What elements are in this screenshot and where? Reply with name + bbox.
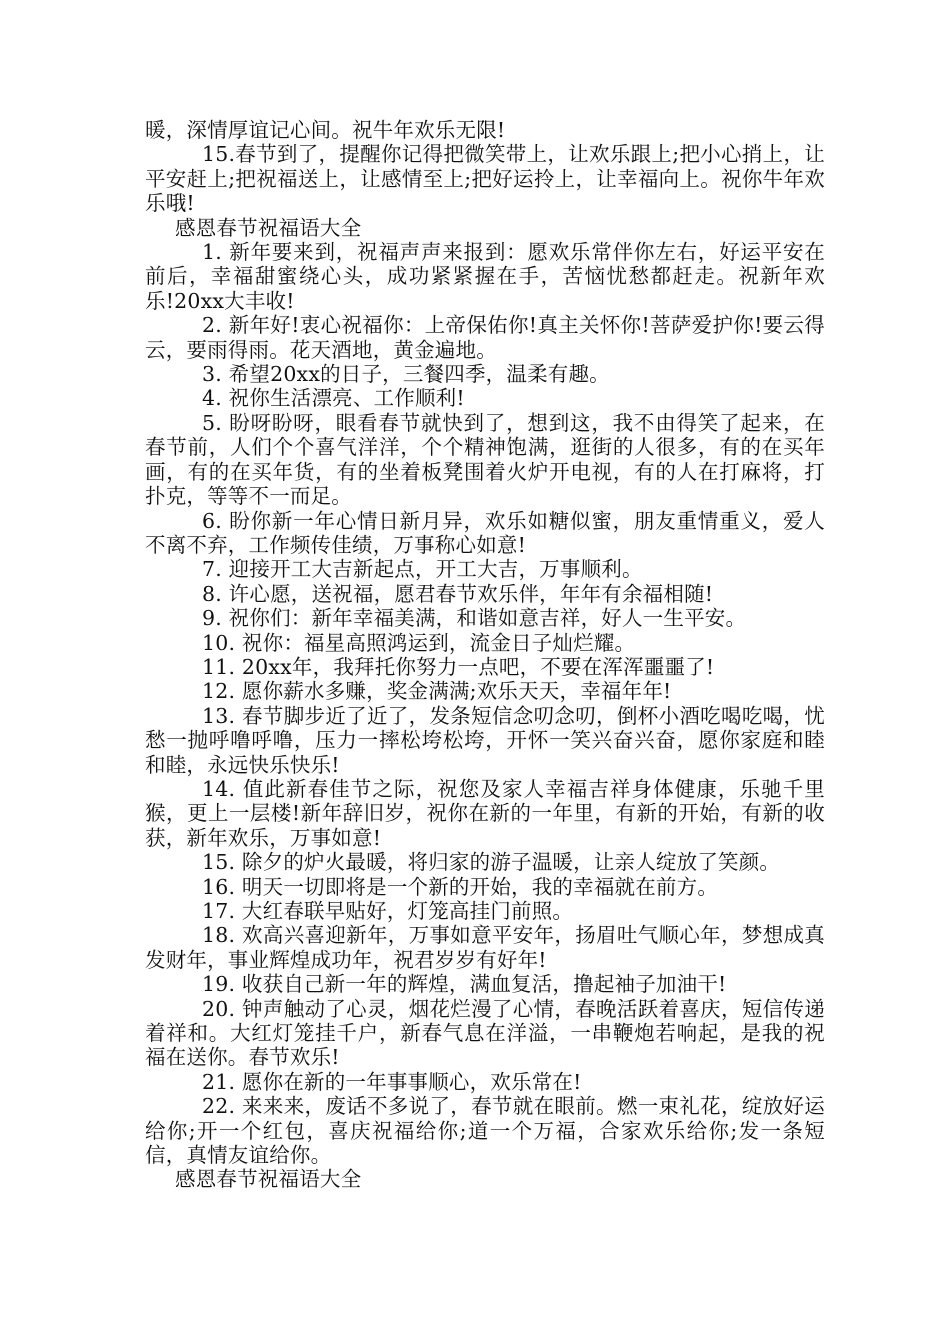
- section-heading: 感恩春节祝福语大全: [175, 1167, 362, 1192]
- list-item: 3. 希望20xx的日子，三餐四季，温柔有趣。: [202, 362, 610, 387]
- list-item: 2. 新年好!衷心祝福你：上帝保佑你!真主关怀你!菩萨爱护你!要云得云，要雨得雨。花天酒地，黄金遍地。: [145, 313, 825, 362]
- list-item: 6. 盼你新一年心情日新月异，欢乐如糖似蜜，朋友重情重义，爱人不离不弃，工作频传佳绩，万事称心如意!: [145, 508, 825, 557]
- list-item: 7. 迎接开工大吉新起点，开工大吉，万事顺利。: [202, 557, 643, 582]
- list-item: 18. 欢高兴喜迎新年，万事如意平安年，扬眉吐气顺心年，梦想成真发财年，事业辉煌成功年，祝君岁岁有好年!: [145, 923, 825, 972]
- section-heading: 感恩春节祝福语大全: [175, 215, 362, 240]
- list-item: 5. 盼呀盼呀，眼看春节就快到了，想到这，我不由得笑了起来，在春节前，人们个个喜气洋洋，个个精神饱满，逛街的人很多，有的在买年画，有的在买年货，有的坐着板凳围着火炉开电视，有的人在打麻将，打扑克，等等不一而足。: [145, 410, 825, 509]
- list-item: 17. 大红春联早贴好，灯笼高挂门前照。: [202, 899, 574, 923]
- list-item: 10. 祝你：福星高照鸿运到，流金日子灿烂耀。: [202, 630, 636, 655]
- list-item: 1. 新年要来到，祝福声声来报到：愿欢乐常伴你左右，好运平安在前后，幸福甜蜜绕心头，成功紧紧握在手，苦恼忧愁都赶走。祝新年欢乐!20xx大丰收!: [145, 240, 825, 313]
- list-item: 15.春节到了，提醒你记得把微笑带上，让欢乐跟上;把小心捎上，让平安赶上;把祝福送上，让感情至上;把好运拎上，让幸福向上。祝你牛年欢乐哦!: [145, 142, 825, 216]
- list-item: 9. 祝你们：新年幸福美满，和谐如意吉祥，好人一生平安。: [202, 606, 747, 631]
- list-item: 11. 20xx年，我拜托你努力一点吧，不要在浑浑噩噩了!: [202, 654, 715, 679]
- list-item: 20. 钟声触动了心灵，烟花烂漫了心情，春晚活跃着喜庆，短信传递着祥和。大红灯笼挂千户，新春气息在洋溢，一串鞭炮若响起，是我的祝福在送你。春节欢乐!: [145, 996, 825, 1070]
- list-item: 4. 祝你生活漂亮、工作顺利!: [202, 386, 465, 411]
- list-item: 14. 值此新春佳节之际，祝您及家人幸福吉祥身体健康，乐驰千里猴，更上一层楼!新年辞旧岁，祝你在新的一年里，有新的开始，有新的收获，新年欢乐，万事如意!: [145, 776, 825, 850]
- paragraph-continuation: 暖，深情厚谊记心间。祝牛年欢乐无限!: [145, 118, 506, 142]
- list-item: 16. 明天一切即将是一个新的开始，我的幸福就在前方。: [202, 874, 719, 899]
- list-item: 8. 许心愿，送祝福，愿君春节欢乐伴，年年有余福相随!: [202, 581, 714, 606]
- document-body: [145, 118, 825, 1192]
- list-item: 21. 愿你在新的一年事事顺心，欢乐常在!: [202, 1069, 582, 1094]
- list-item: 12. 愿你薪水多赚，奖金满满;欢乐天天，幸福年年!: [202, 679, 672, 704]
- list-item: 22. 来来来，废话不多说了，春节就在眼前。燃一束礼花，绽放好运给你;开一个红包，喜庆祝福给你;道一个万福，合家欢乐给你;发一条短信，真情友谊给你。: [145, 1094, 825, 1168]
- list-item: 13. 春节脚步近了近了，发条短信念叨念叨，倒杯小酒吃喝吃喝，忧愁一抛呼噜呼噜，压力一摔松垮松垮，开怀一笑兴奋兴奋，愿你家庭和睦和睦，永远快乐快乐!: [145, 703, 825, 777]
- list-item: 19. 收获自己新一年的辉煌，满血复活，撸起袖子加油干!: [202, 972, 727, 997]
- list-item: 15. 除夕的炉火最暖，将归家的游子温暖，让亲人绽放了笑颜。: [202, 850, 781, 875]
